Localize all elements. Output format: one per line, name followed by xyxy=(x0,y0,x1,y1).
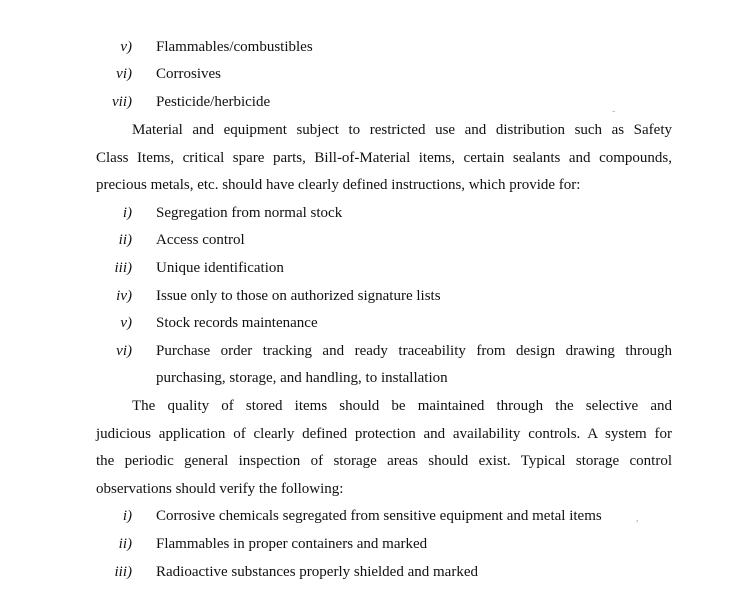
list-item-number: vii) xyxy=(112,94,132,110)
scan-speck: ˜ xyxy=(612,110,616,121)
list-item xyxy=(96,562,672,582)
list-item-text: Stock records maintenance xyxy=(156,315,318,331)
list-item xyxy=(96,64,672,84)
list-item-text: Unique identification xyxy=(156,260,284,276)
list-item-text: Corrosive chemicals segregated from sensitive equipment and metal items xyxy=(156,508,602,524)
list-item xyxy=(96,203,672,223)
list-item-text: Flammables in proper containers and marked xyxy=(156,536,428,552)
paragraph-line: Material and equipment subject to restricted use and distribution such as Safety xyxy=(132,122,672,138)
list-item-number: i) xyxy=(122,508,132,524)
list-item-text: Pesticide/herbicide xyxy=(156,94,271,110)
list-item-number: i) xyxy=(122,205,132,221)
paragraph-line: observations should verify the following: xyxy=(96,481,344,497)
list-item-text: Radioactive substances properly shielded and marked xyxy=(156,564,478,580)
list-item-text: Access control xyxy=(156,232,245,248)
list-item-text: Segregation from normal stock xyxy=(156,205,343,221)
list-item-number: iii) xyxy=(114,564,132,580)
list-item xyxy=(96,92,672,112)
list-item xyxy=(96,534,672,554)
list-item-number: iv) xyxy=(116,288,132,304)
list-item-text: purchasing, storage, and handling, to installation xyxy=(156,370,448,386)
list-item-number: v) xyxy=(120,315,132,331)
list-item xyxy=(96,258,672,278)
list-item xyxy=(96,341,672,361)
scan-speck: , xyxy=(636,513,639,524)
list-item-text: Purchase order tracking and ready traceability from design drawing through xyxy=(156,343,672,359)
list-item-text: Corrosives xyxy=(156,66,221,82)
paragraph-line: judicious application of clearly defined protection and availability controls. A system for xyxy=(96,426,672,442)
paragraph-line: the periodic general inspection of storage areas should exist. Typical storage control xyxy=(96,453,672,469)
list-item xyxy=(96,37,672,57)
list-item-continuation xyxy=(96,368,672,388)
list-item-number: vi) xyxy=(116,66,132,82)
list-item-number: vi) xyxy=(116,343,132,359)
list-item xyxy=(96,313,672,333)
paragraph-line: The quality of stored items should be maintained through the selective and xyxy=(132,398,672,414)
paragraph-line: precious metals, etc. should have clearly defined instructions, which provide for: xyxy=(96,177,581,193)
list-item-text: Flammables/combustibles xyxy=(156,39,313,55)
list-item-number: v) xyxy=(120,39,132,55)
paragraph-line: Class Items, critical spare parts, Bill-of-Material items, certain sealants and compounds, xyxy=(96,150,672,166)
list-item xyxy=(96,230,672,250)
list-item xyxy=(96,286,672,306)
list-item xyxy=(96,506,672,526)
list-item-number: ii) xyxy=(118,232,132,248)
list-item-number: ii) xyxy=(118,536,132,552)
list-item-text: Issue only to those on authorized signature lists xyxy=(156,288,441,304)
list-item-number: iii) xyxy=(114,260,132,276)
